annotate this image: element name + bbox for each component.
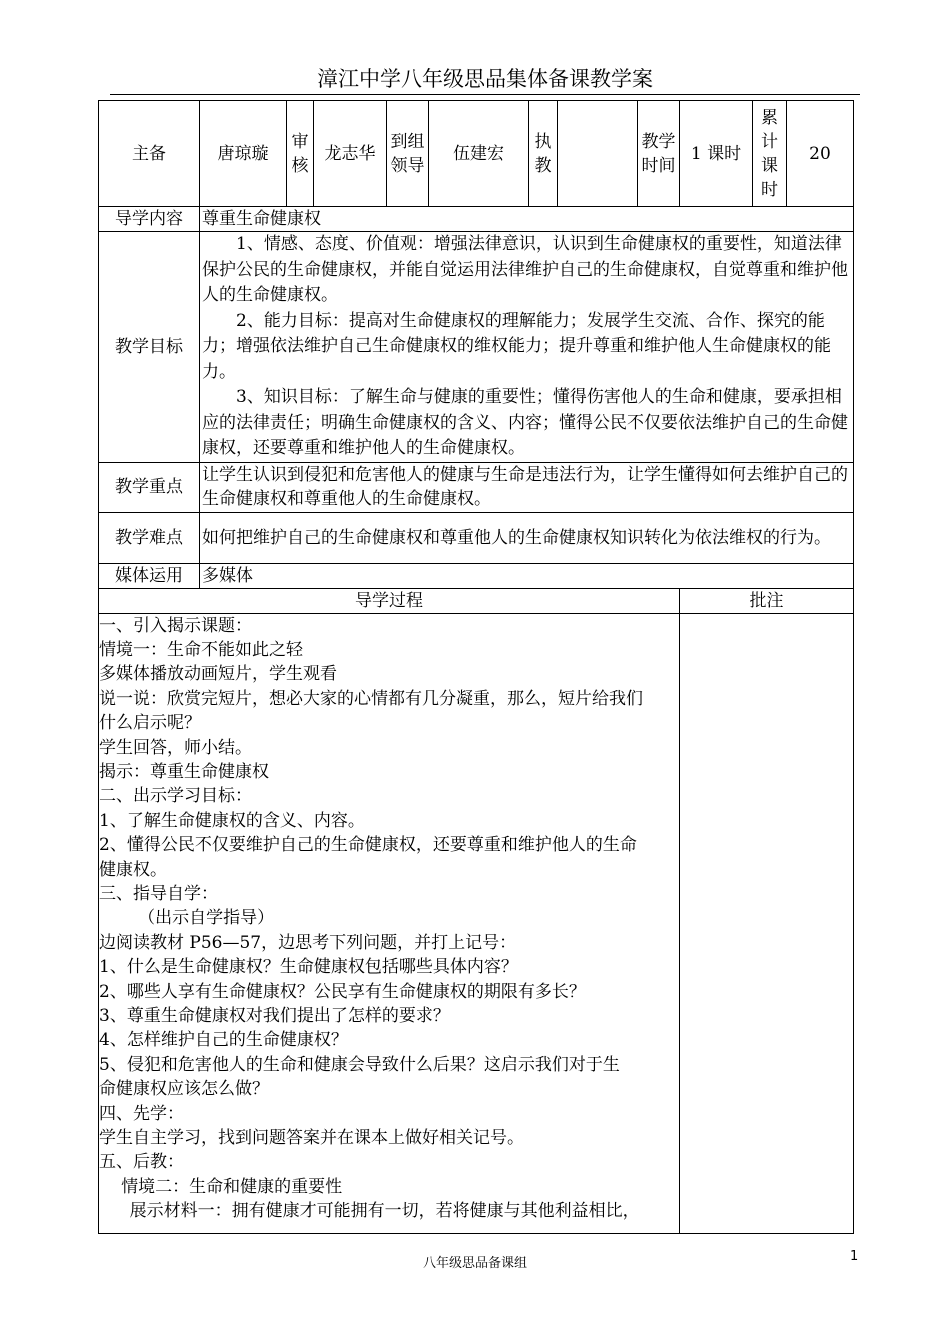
process-cell (99, 613, 680, 1233)
notes-header: 批注 (680, 588, 854, 613)
content-label: 导学内容 (99, 207, 200, 232)
zhubei-label: 主备 (99, 101, 200, 207)
key-value: 让学生认识到侵犯和危害他人的健康与生命是违法行为，让学生懂得如何去维护自己的生命健康权和尊重他人的生命健康权。 (200, 462, 854, 512)
process-line: 2、哪些人享有生命健康权？公民享有生命健康权的期限有多长？ (99, 981, 586, 1002)
process-line: 2、懂得公民不仅要维护自己的生命健康权，还要尊重和维护他人的生命 (99, 835, 637, 856)
process-line: 1、了解生命健康权的含义、内容。 (99, 810, 365, 831)
goal-item: 1、情感、态度、价值观：增强法律意识，认识到生命健康权的重要性，知道法律保护公民的生命健康权，并能自觉运用法律维护自己的生命健康权，自觉尊重和维护他人的生命健康权。 (202, 234, 848, 305)
leiji-value: 20 (787, 101, 854, 207)
goals-label: 教学目标 (99, 232, 200, 463)
goals-cell (200, 232, 854, 463)
process-line: 四、先学： (99, 1103, 184, 1124)
content-row (99, 207, 854, 232)
process-line: （出示自学指导） (138, 908, 275, 929)
process-line: 什么启示呢？ (99, 713, 201, 734)
key-row (99, 462, 854, 512)
process-line: 边阅读教材 P56—57，边思考下列问题，并打上记号： (99, 932, 517, 953)
goals-row (99, 232, 854, 463)
process-line: 二、出示学习目标： (99, 786, 252, 807)
media-row (99, 563, 854, 588)
difficulty-row (99, 512, 854, 563)
difficulty-label: 教学难点 (99, 512, 200, 563)
process-line: 学生自主学习，找到问题答案并在课本上做好相关记号。 (99, 1128, 524, 1149)
process-line: 多媒体播放动画短片，学生观看 (99, 664, 337, 685)
process-line: 3、尊重生命健康权对我们提出了怎样的要求？ (99, 1006, 450, 1026)
daozu-label: 到组领导 (387, 101, 429, 207)
process-line: 情境二：生命和健康的重要性 (121, 1176, 343, 1197)
time-label: 教学时间 (638, 101, 680, 207)
media-label: 媒体运用 (99, 563, 200, 588)
daozu-value: 伍建宏 (429, 101, 529, 207)
process-row (99, 613, 854, 1233)
key-label: 教学重点 (99, 462, 200, 512)
process-header: 导学过程 (99, 588, 680, 613)
leiji-label: 累计课时 (753, 101, 787, 207)
lesson-plan-table (98, 100, 854, 1234)
time-value: 1 课时 (680, 101, 753, 207)
process-header-row (99, 588, 854, 613)
zhijiao-label: 执教 (529, 101, 558, 207)
process-line: 情境一：生命不能如此之轻 (99, 639, 303, 660)
goal-item: 2、能力目标：提高对生命健康权的理解能力；发展学生交流、合作、探究的能力；增强依法维护自己生命健康权的维权能力；提升尊重和维护他人生命健康权的能力。 (202, 310, 831, 382)
process-line: 4、怎样维护自己的生命健康权？ (99, 1030, 348, 1051)
process-line: 1、什么是生命健康权？生命健康权包括哪些具体内容？ (99, 957, 518, 978)
process-line: 五、后教： (99, 1152, 184, 1173)
page-number: 1 (850, 1249, 859, 1264)
difficulty-value: 如何把维护自己的生命健康权和尊重他人的生命健康权知识转化为依法维权的行为。 (200, 512, 854, 563)
media-value: 多媒体 (200, 563, 854, 588)
zhijiao-value (558, 101, 638, 207)
process-line: 说一说：欣赏完短片，想必大家的心情都有几分凝重，那么，短片给我们 (99, 688, 643, 709)
content-value: 尊重生命健康权 (200, 207, 854, 232)
notes-cell (680, 613, 854, 1233)
header-row (99, 101, 854, 207)
goal-item: 3、知识目标：了解生命与健康的重要性；懂得伤害他人的生命和健康，要承担相应的法律责任；明确生命健康权的含义、内容；懂得公民不仅要依法维护自己的生命健康权，还要尊重和维护他人的生命健康权。 (202, 387, 848, 458)
process-line: 学生回答，师小结。 (99, 737, 252, 758)
zhubei-value: 唐琼璇 (200, 101, 287, 207)
page-footer: 八年级思品备课组 (422, 1256, 527, 1271)
process-line: 三、指导自学： (99, 883, 218, 904)
process-line: 5、侵犯和危害他人的生命和健康会导致什么后果？这启示我们对于生 (99, 1054, 620, 1075)
process-line: 揭示：尊重生命健康权 (99, 761, 269, 782)
process-line: 命健康权应该怎么做？ (99, 1079, 269, 1100)
process-line: 健康权。 (99, 859, 167, 880)
process-line: 一、引入揭示课题： (99, 615, 252, 636)
shenhe-label: 审核 (287, 101, 314, 207)
page-title: 漳江中学八年级思品集体备课教学案 (110, 66, 860, 95)
process-line: 展示材料一：拥有健康才可能拥有一切，若将健康与其他利益相比， (129, 1201, 640, 1222)
shenhe-value: 龙志华 (314, 101, 387, 207)
